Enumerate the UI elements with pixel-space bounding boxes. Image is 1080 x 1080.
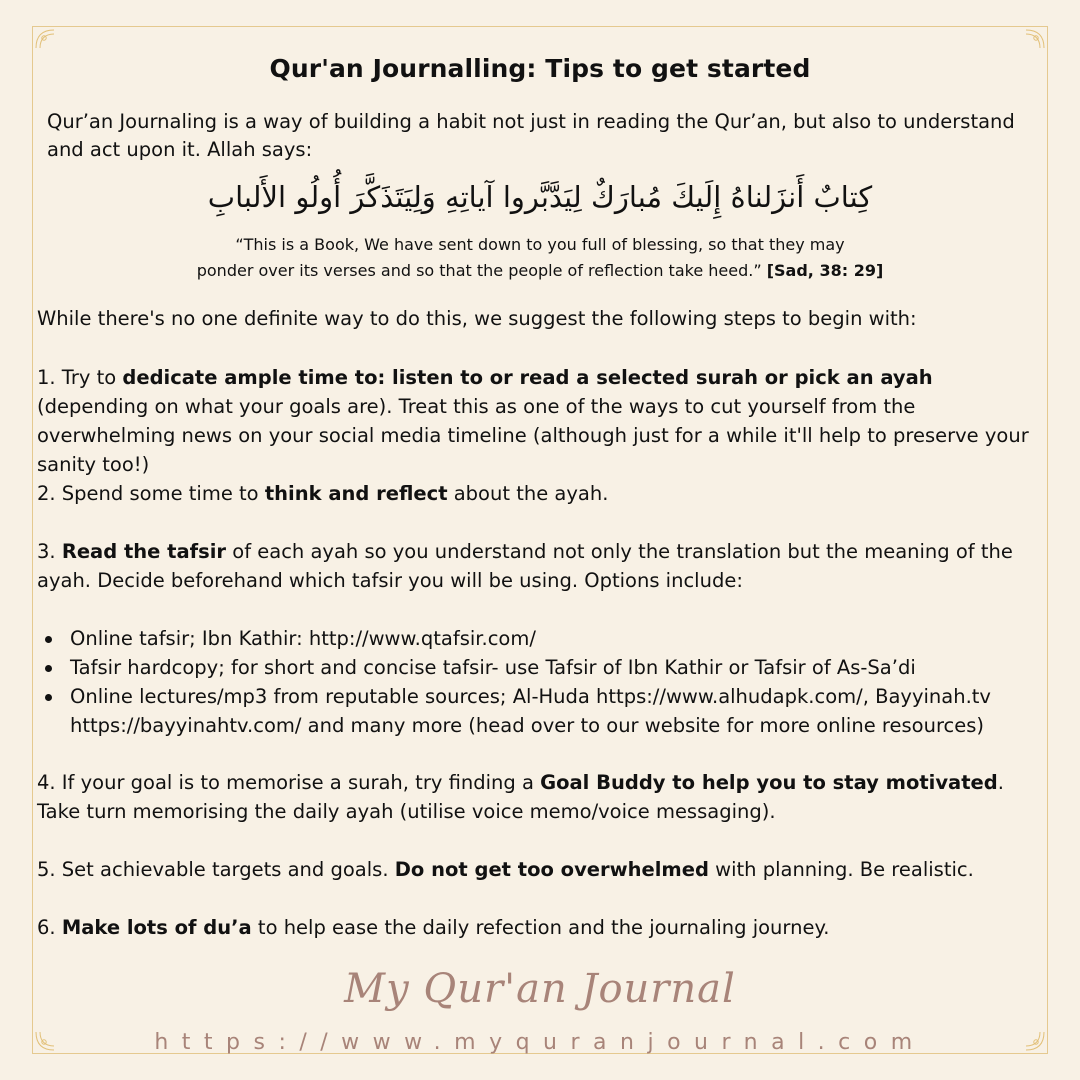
quote-line-2 — [0, 258, 1080, 284]
step-6-bold: Make lots of du’a — [61, 916, 252, 939]
step-3-post: of each ayah so you understand not only the translation but the meaning of the ayah. Decide beforehand which tafsir you will be using. Options include: — [37, 540, 1013, 592]
arabic-verse: كِتابٌ أَنزَلناهُ إِلَيكَ مُبارَكٌ لِيَدَّبَّروا آياتِهِ وَلِيَتَذَكَّرَ أُولُو الأَلبابِ — [207, 180, 873, 214]
step-5-post: with planning. Be realistic. — [708, 858, 974, 881]
step-4 — [37, 768, 1047, 826]
step-2-pre: 2. Spend some time to — [37, 482, 265, 505]
corner-ornament-icon — [34, 28, 56, 50]
step-2-post: about the ayah. — [447, 482, 609, 505]
quote-line-2-text: ponder over its verses and so that the people of reflection take heed.” — [196, 261, 762, 280]
corner-ornament-icon — [1024, 28, 1046, 50]
step-2 — [37, 479, 1047, 508]
verse-translation — [0, 232, 1080, 284]
list-item: Online tafsir; Ibn Kathir: http://www.qtafsir.com/ — [37, 624, 1047, 653]
step-4-bold: Goal Buddy to help you to stay motivated — [540, 771, 998, 794]
step-4-post: . Take turn memorising the daily ayah (utilise voice memo/voice messaging). — [37, 771, 1004, 823]
step-5 — [37, 855, 1047, 884]
list-item: Tafsir hardcopy; for short and concise tafsir- use Tafsir of Ibn Kathir or Tafsir of As-Sa’di — [37, 653, 1047, 682]
tafsir-options-list — [37, 624, 1047, 740]
step-5-bold: Do not get too overwhelmed — [394, 858, 709, 881]
step-1 — [37, 363, 1047, 479]
lead-text: While there's no one definite way to do this, we suggest the following steps to begin with: — [37, 307, 917, 330]
step-1-bold: dedicate ample time to: listen to or read a selected surah or pick an ayah — [122, 366, 933, 389]
step-3-bold: Read the tafsir — [61, 540, 227, 563]
step-6 — [37, 913, 1047, 942]
page-title: Qur'an Journalling: Tips to get started — [269, 54, 811, 83]
step-4-pre: 4. If your goal is to memorise a surah, try finding a — [37, 771, 541, 794]
step-6-post: to help ease the daily refection and the journaling journey. — [251, 916, 830, 939]
intro-text: Qur’an Journaling is a way of building a habit not just in reading the Qur’an, but also to understand and act upon it. Allah says: — [47, 110, 1015, 161]
step-3-pre: 3. — [37, 540, 62, 563]
step-5-pre: 5. Set achievable targets and goals. — [37, 858, 395, 881]
step-1-pre: 1. Try to — [37, 366, 123, 389]
brand-signature: My Qur'an Journal — [344, 966, 736, 1012]
step-2-bold: think and reflect — [264, 482, 448, 505]
quote-line-1: “This is a Book, We have sent down to you full of blessing, so that they may — [235, 235, 845, 254]
brand-url[interactable]: https://www.myquranjournal.com — [154, 1030, 926, 1055]
step-1-post: (depending on what your goals are). Treat this as one of the ways to cut yourself from the overwhelming news on your social media timeline (although just for a while it'll help to preserve your sanity too!) — [37, 395, 1029, 476]
list-item: Online lectures/mp3 from reputable sources; Al-Huda https://www.alhudapk.com/, Bayyinah.tv https://bayyinahtv.com/ and many more (head over to our website for more online resources) — [37, 682, 1047, 740]
verse-reference: [Sad, 38: 29] — [766, 261, 884, 280]
step-6-pre: 6. — [37, 916, 62, 939]
step-3 — [37, 537, 1047, 595]
